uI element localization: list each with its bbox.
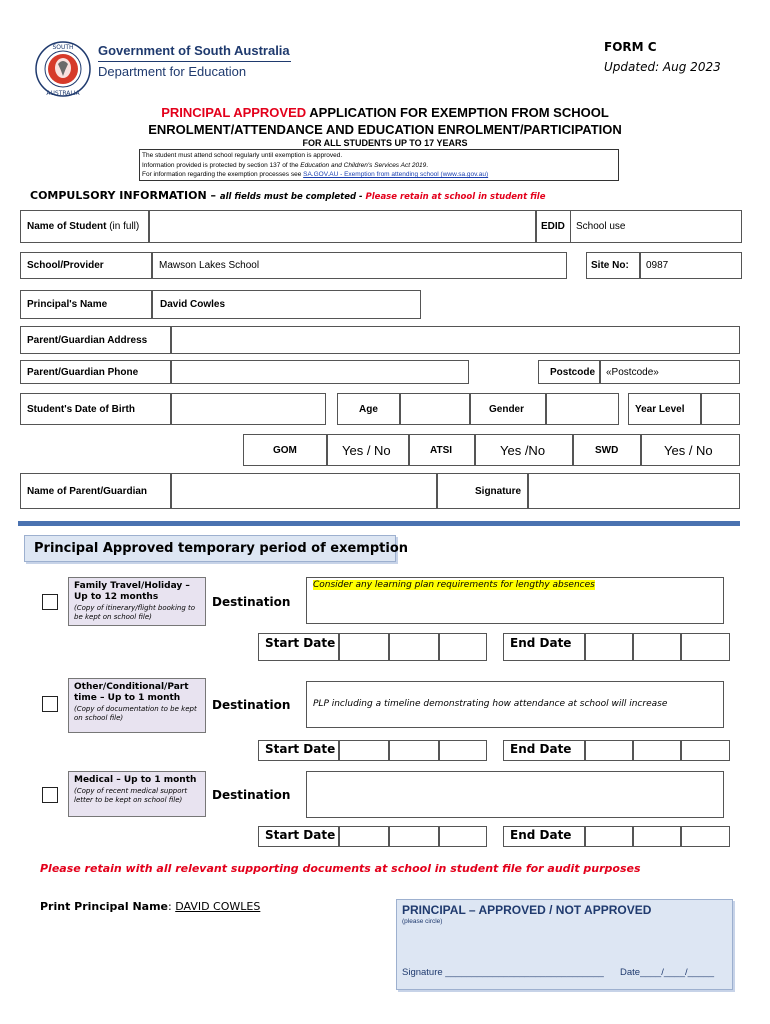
government-name: Government of South Australia — [98, 43, 290, 58]
principal-label: Principal's Name — [27, 299, 108, 310]
option-medical-start-date-2[interactable] — [389, 826, 439, 847]
notice-act: Education and Children's Services Act 2019 — [300, 161, 427, 169]
option-medical-destination-input[interactable] — [306, 771, 724, 818]
option-medical-start-date-3[interactable] — [439, 826, 487, 847]
option-other-start-date-1[interactable] — [339, 740, 389, 761]
option-travel-end-label: End Date — [510, 636, 572, 650]
edid-value: School use — [576, 221, 626, 232]
option-other-start-date-3[interactable] — [439, 740, 487, 761]
notice-line-3 — [142, 170, 616, 180]
section-divider — [18, 521, 740, 526]
option-travel-box — [68, 577, 206, 626]
retain-note: Please retain with all relevant supporting documents at school in student file for audit purposes — [40, 862, 641, 875]
print-principal-label: Print Principal Name — [40, 900, 169, 913]
title-line1: APPLICATION FOR EXEMPTION FROM SCHOOL — [306, 105, 609, 120]
approval-signature-line: Signature ______________________________ — [402, 967, 604, 978]
sa-government-logo — [34, 40, 92, 98]
option-other-start-label: Start Date — [265, 742, 336, 756]
phone-label: Parent/Guardian Phone — [27, 367, 139, 378]
notice-box — [139, 149, 619, 181]
option-medical-box — [68, 771, 206, 817]
option-travel-title: Family Travel/Holiday – Up to 12 months — [74, 581, 190, 602]
option-travel-start-date-1[interactable] — [339, 633, 389, 661]
guardian-signature-label: Signature — [475, 486, 522, 497]
updated-date: Updated: Aug 2023 — [604, 60, 721, 74]
option-medical-sub: (Copy of recent medical support letter to be kept on school file) — [74, 787, 188, 804]
approval-date-line: Date____/____/_____ — [620, 967, 715, 978]
postcode-value: «Postcode» — [606, 367, 659, 378]
exemption-link[interactable]: SA.GOV.AU - Exemption from attending school (www.sa.gov.au) — [303, 171, 489, 178]
swd-value: Yes / No — [664, 443, 713, 458]
guardian-name-input[interactable] — [171, 473, 437, 509]
postcode-label: Postcode — [550, 367, 596, 378]
notice-line-1: The student must attend school regularly until exemption is approved. — [142, 152, 343, 159]
option-travel-start-label: Start Date — [265, 636, 336, 650]
compulsory-heading — [30, 189, 546, 202]
option-travel-destination-label: Destination — [212, 595, 291, 609]
notice-line-3a: For information regarding the exemption processes see — [142, 171, 304, 178]
form-title — [0, 104, 770, 138]
form-subtitle: FOR ALL STUDENTS UP TO 17 YEARS — [302, 138, 468, 148]
print-principal-value: DAVID COWLES — [175, 900, 261, 913]
address-input[interactable] — [171, 326, 740, 354]
swd-label: SWD — [595, 445, 619, 456]
option-other-box — [68, 678, 206, 733]
school-value: Mawson Lakes School — [159, 260, 260, 271]
department-name: Department for Education — [98, 64, 247, 79]
option-other-end-date-1[interactable] — [585, 740, 633, 761]
svg-text:SOUTH: SOUTH — [52, 44, 74, 51]
option-other-destination-label: Destination — [212, 698, 291, 712]
compulsory-red: Please retain at school in student file — [365, 192, 546, 202]
compulsory-label: COMPULSORY INFORMATION – — [30, 189, 220, 202]
student-name-label: Name of Student (in full) — [27, 221, 140, 232]
option-other-end-label: End Date — [510, 742, 572, 756]
edid-label: EDID — [541, 221, 565, 232]
year-level-label: Year Level — [635, 404, 685, 415]
option-medical-end-date-1[interactable] — [585, 826, 633, 847]
atsi-label: ATSI — [430, 445, 453, 456]
approval-title: PRINCIPAL – APPROVED / NOT APPROVED — [402, 903, 652, 917]
header-rule — [98, 61, 291, 62]
form-code: FORM C — [604, 40, 657, 54]
title-highlight: PRINCIPAL APPROVED — [161, 105, 307, 120]
option-medical-end-date-2[interactable] — [633, 826, 681, 847]
option-other-end-date-2[interactable] — [633, 740, 681, 761]
option-medical-start-label: Start Date — [265, 828, 336, 842]
title-line2: ENROLMENT/ATTENDANCE AND EDUCATION ENROLMENT/PARTICIPATION — [148, 122, 622, 137]
option-travel-end-date-1[interactable] — [585, 633, 633, 661]
student-name-input[interactable] — [149, 210, 536, 243]
site-no-label: Site No: — [591, 260, 629, 271]
dob-input[interactable] — [171, 393, 326, 425]
option-medical-end-label: End Date — [510, 828, 572, 842]
atsi-value: Yes /No — [500, 443, 546, 458]
option-medical-end-date-3[interactable] — [681, 826, 730, 847]
compulsory-italic: all fields must be completed - — [219, 192, 366, 202]
option-travel-end-date-2[interactable] — [633, 633, 681, 661]
principal-value: David Cowles — [160, 299, 226, 310]
option-other-title: Other/Conditional/Part time – Up to 1 month — [74, 682, 189, 703]
option-medical-destination-label: Destination — [212, 788, 291, 802]
option-other-sub: (Copy of documentation to be kept on school file) — [74, 705, 197, 722]
option-other-start-date-2[interactable] — [389, 740, 439, 761]
notice-line-2 — [142, 161, 616, 171]
svg-text:AUSTRALIA: AUSTRALIA — [46, 90, 80, 97]
approval-please-circle: (please circle) — [402, 918, 443, 925]
gender-label: Gender — [489, 404, 525, 415]
guardian-signature-input[interactable] — [528, 473, 740, 509]
option-travel-end-date-3[interactable] — [681, 633, 730, 661]
option-travel-start-date-2[interactable] — [389, 633, 439, 661]
gom-value: Yes / No — [342, 443, 391, 458]
gom-label: GOM — [273, 445, 297, 456]
dob-label: Student's Date of Birth — [27, 404, 135, 415]
option-medical-start-date-1[interactable] — [339, 826, 389, 847]
age-label: Age — [359, 404, 378, 415]
guardian-name-label: Name of Parent/Guardian — [27, 486, 148, 497]
option-travel-destination-note: Consider any learning plan requirements for lengthy absences — [313, 580, 595, 590]
section-title: Principal Approved temporary period of exemption — [34, 541, 409, 556]
school-label: School/Provider — [27, 260, 104, 271]
phone-input[interactable] — [171, 360, 469, 384]
option-medical-title: Medical – Up to 1 month — [74, 775, 197, 785]
option-travel-start-date-3[interactable] — [439, 633, 487, 661]
year-level-input[interactable] — [701, 393, 740, 425]
option-travel-checkbox[interactable] — [42, 594, 58, 610]
option-other-destination-note: PLP including a timeline demonstrating how attendance at school will increase — [313, 699, 668, 709]
option-travel-sub: (Copy of itinerary/flight booking to be kept on school file) — [74, 604, 196, 621]
age-input[interactable] — [400, 393, 470, 425]
option-other-end-date-3[interactable] — [681, 740, 730, 761]
print-principal: Print Principal Name: DAVID COWLES — [40, 900, 261, 913]
site-no-value: 0987 — [646, 260, 669, 271]
notice-line-2a: Information provided is protected by section 137 of the — [142, 161, 301, 169]
option-other-checkbox[interactable] — [42, 696, 58, 712]
option-medical-checkbox[interactable] — [42, 787, 58, 803]
address-label: Parent/Guardian Address — [27, 335, 148, 346]
notice-line-2c: . — [426, 161, 429, 169]
gender-input[interactable] — [546, 393, 619, 425]
